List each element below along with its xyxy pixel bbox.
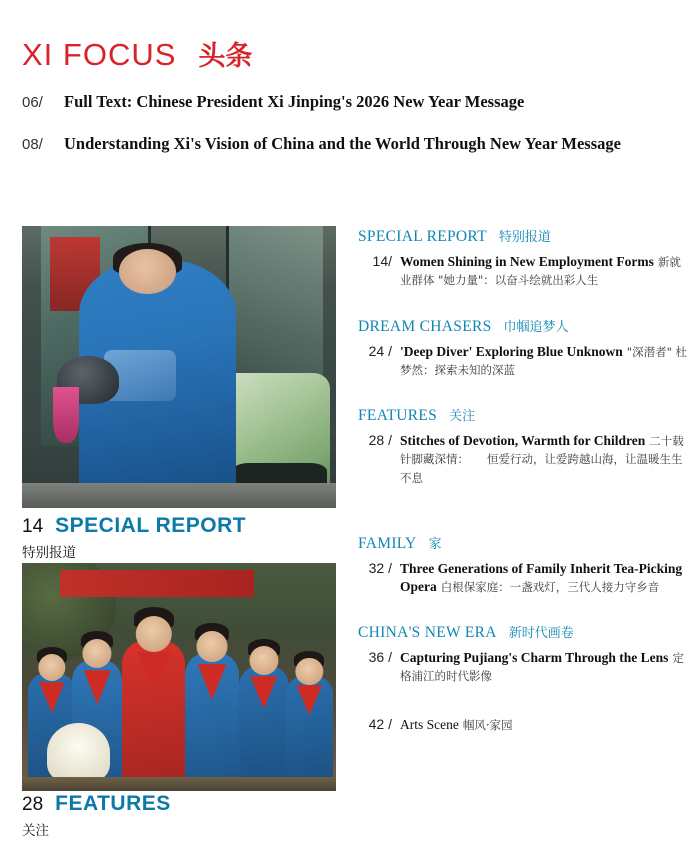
red-scarf — [250, 676, 277, 708]
page-number: 42 / — [368, 715, 392, 732]
list-item[interactable] — [358, 432, 688, 487]
section-heading-cn: 巾帼追梦人 — [503, 319, 569, 335]
entry-title-en: Capturing Pujiang's Charm Through the Lens — [400, 650, 669, 665]
section-heading — [358, 405, 688, 425]
features-photo — [22, 563, 336, 791]
caption-title-en: FEATURES — [55, 792, 171, 815]
entry-title-en: Women Shining in New Employment Forms — [400, 254, 654, 269]
photo-ground — [22, 483, 336, 508]
photo-ground — [22, 777, 336, 791]
entry-title-cn: "深潜者" 杜梦然：探索未知的深蓝 — [400, 344, 688, 377]
section-heading-en: SPECIAL REPORT — [358, 228, 487, 245]
page-number: 08/ — [22, 136, 43, 153]
section-heading-en: FAMILY — [358, 534, 417, 552]
list-item[interactable] — [22, 134, 682, 154]
red-scarf — [137, 652, 171, 691]
page-number: 24 / — [368, 342, 392, 359]
list-item[interactable] — [358, 716, 688, 734]
popcorn-bundle — [47, 723, 110, 782]
contents-column — [358, 226, 688, 750]
red-scarf — [39, 682, 64, 713]
page-number: 36 / — [368, 649, 392, 665]
child — [185, 653, 238, 791]
top-feature-list — [22, 92, 682, 176]
child — [239, 666, 289, 791]
child-face — [83, 639, 112, 668]
entry-title-cn: 帼风·家园 — [462, 717, 513, 732]
red-scarf — [84, 670, 111, 704]
page-number: 14/ — [372, 253, 392, 269]
entry-title-cn-2: 恒爱行动，让爱跨越山海，让温暖生生不息 — [400, 452, 683, 485]
masthead — [22, 34, 252, 73]
special-report-caption — [22, 514, 352, 561]
entry-title-en: 'Deep Diver' Exploring Blue Unknown — [400, 343, 623, 359]
list-item[interactable] — [358, 560, 688, 596]
entry-title-cn: 二十载针脚藏深情： — [400, 434, 684, 467]
section-heading — [358, 316, 688, 336]
section-chinas-new-era — [358, 622, 688, 686]
child — [122, 640, 185, 791]
child-face — [136, 616, 172, 652]
section-heading-en: CHINA'S NEW ERA — [358, 624, 497, 641]
section-special-report — [358, 226, 688, 290]
section-heading-en: FEATURES — [358, 407, 438, 424]
page-number: 32 / — [368, 559, 392, 576]
entry-title-cn: 新就业群体 "她力量"：以奋斗绘就出彩人生 — [400, 255, 681, 288]
section-heading — [358, 622, 688, 642]
section-dream-chasers — [358, 316, 688, 380]
masthead-title-cn: 头条 — [198, 41, 253, 72]
caption-page-number: 28 — [22, 794, 44, 815]
red-scarf — [297, 685, 322, 715]
child — [286, 676, 333, 791]
section-heading-cn: 新时代画卷 — [508, 626, 574, 641]
entry-title-cn: 定格浦江的时代影像 — [400, 651, 684, 684]
entry-title-cn: 白根保家庭：一盏戏灯，三代人接力守乡音 — [440, 579, 660, 594]
section-heading — [358, 533, 688, 553]
page-number: 28 / — [368, 432, 392, 448]
section-features — [358, 405, 688, 487]
section-heading-en: DREAM CHASERS — [358, 317, 492, 335]
section-heading-cn: 特别报道 — [498, 230, 551, 245]
child-face — [196, 631, 227, 662]
page-number: 06/ — [22, 94, 43, 111]
caption-page-number: 14 — [22, 516, 44, 537]
caption-title-en: SPECIAL REPORT — [55, 514, 247, 537]
child-face — [296, 658, 323, 685]
masthead-title-en: XI FOCUS — [22, 37, 177, 72]
list-item[interactable] — [358, 343, 688, 380]
article-title: Full Text: Chinese President Xi Jinping's 2026 New Year Message — [64, 92, 525, 111]
section-arts-scene — [358, 716, 688, 734]
red-scarf — [198, 664, 227, 700]
entry-title-en: Stitches of Devotion, Warmth for Children — [400, 433, 646, 448]
section-heading-cn: 关注 — [449, 409, 476, 424]
child-face — [38, 654, 65, 681]
rider-face — [119, 249, 176, 294]
article-title: Understanding Xi's Vision of China and the World Through New Year Message — [64, 134, 621, 153]
section-heading — [358, 226, 688, 246]
pink-cloth — [53, 387, 78, 443]
caption-title-cn: 关注 — [22, 823, 49, 839]
features-caption — [22, 792, 352, 839]
child-face — [249, 646, 278, 675]
entry-title-en: Arts Scene — [400, 716, 459, 732]
caption-title-cn: 特别报道 — [22, 545, 76, 561]
special-report-photo — [22, 226, 336, 508]
section-heading-cn: 家 — [428, 536, 442, 552]
list-item[interactable] — [358, 649, 688, 686]
list-item[interactable] — [358, 253, 688, 290]
entry-title-en: Three Generations of Family Inherit Tea-Picking Opera — [400, 560, 683, 594]
red-banner — [60, 570, 255, 597]
list-item[interactable] — [22, 92, 682, 112]
section-family — [358, 533, 688, 596]
